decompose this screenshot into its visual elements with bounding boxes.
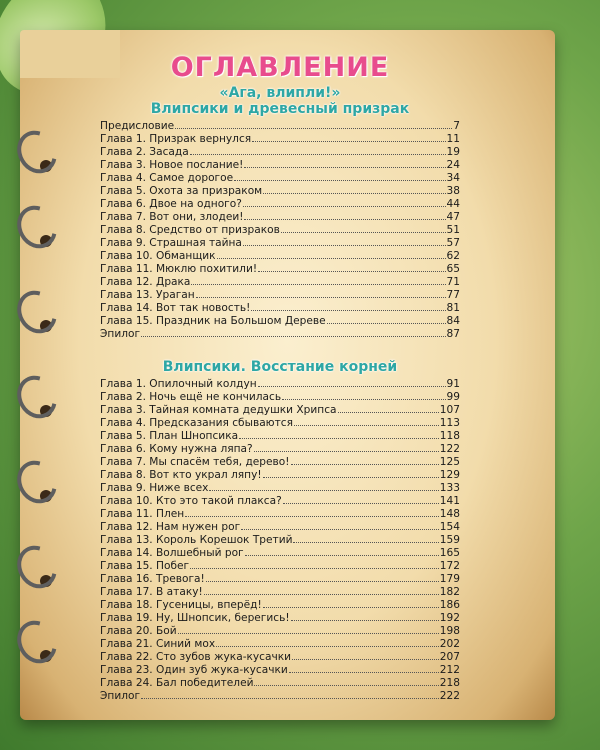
toc-entry-page: 44 [446, 198, 460, 210]
dot-leader [293, 534, 438, 543]
dot-leader [338, 404, 439, 413]
dot-leader [254, 443, 439, 452]
toc-entry-label: Глава 15. Побег [100, 560, 190, 572]
toc-entry-label: Глава 20. Бой [100, 625, 177, 637]
dot-leader [292, 651, 439, 660]
toc-entry-page: 62 [446, 250, 460, 262]
dot-leader [243, 198, 446, 207]
toc-entry-page: 198 [439, 625, 460, 637]
dot-leader [291, 612, 439, 621]
toc-entry [100, 690, 460, 703]
dot-leader [258, 263, 445, 272]
toc-entry [100, 315, 460, 328]
toc-entry-page: 71 [446, 276, 460, 288]
toc-entry-page: 57 [446, 237, 460, 249]
dot-leader [217, 250, 446, 259]
dot-leader [252, 133, 445, 142]
dot-leader [254, 677, 438, 686]
toc-entry [100, 586, 460, 599]
toc-entry-label: Глава 8. Средство от призраков [100, 224, 280, 236]
toc-entry-page: 182 [439, 586, 460, 598]
toc-entry [100, 391, 460, 404]
toc-entry-label: Глава 13. Ураган [100, 289, 195, 301]
toc-entry-label: Глава 15. Праздник на Большом Дереве [100, 315, 326, 327]
toc-entry [100, 625, 460, 638]
dot-leader [216, 638, 439, 647]
part1-title: Влипсики и древесный призрак [150, 101, 410, 117]
toc-entry-page: 179 [439, 573, 460, 585]
dot-leader [281, 224, 446, 233]
toc-entry-page: 154 [439, 521, 460, 533]
toc-entry-page: 133 [439, 482, 460, 494]
toc-entry-page: 125 [439, 456, 460, 468]
toc-entry-label: Глава 1. Призрак вернулся [100, 133, 252, 145]
dot-leader [206, 573, 439, 582]
toc-entry-page: 34 [446, 172, 460, 184]
toc-entry [100, 133, 460, 146]
toc-entry-page: 165 [439, 547, 460, 559]
toc-entry [100, 547, 460, 560]
dot-leader [327, 315, 446, 324]
dot-leader [141, 328, 445, 337]
dot-leader [190, 560, 439, 569]
toc-entry-label: Глава 12. Драка [100, 276, 191, 288]
dot-leader [289, 664, 439, 673]
dot-leader [241, 521, 439, 530]
toc-entry-label: Глава 12. Нам нужен рог [100, 521, 241, 533]
toc-entry [100, 328, 460, 341]
dot-leader [283, 495, 439, 504]
toc-entry-label: Глава 8. Вот кто украл ляпу! [100, 469, 262, 481]
toc-entry-label: Глава 9. Ниже всех [100, 482, 209, 494]
dot-leader [245, 547, 439, 556]
dot-leader [282, 391, 445, 400]
toc-entry-page: 207 [439, 651, 460, 663]
toc-entry-page: 222 [439, 690, 460, 702]
toc-entry [100, 159, 460, 172]
toc-entry [100, 185, 460, 198]
dot-leader [263, 185, 445, 194]
toc-entry [100, 482, 460, 495]
toc-entry-label: Эпилог [100, 328, 141, 340]
toc-entry [100, 263, 460, 276]
toc-entry-label: Глава 2. Ночь ещё не кончилась [100, 391, 282, 403]
dot-leader [243, 237, 446, 246]
toc-entry-page: 87 [446, 328, 460, 340]
toc-entry [100, 664, 460, 677]
toc-entry-label: Глава 5. План Шнопсика [100, 430, 239, 442]
toc-entry-page: 65 [446, 263, 460, 275]
toc-entry-label: Глава 4. Предсказания сбываются [100, 417, 293, 429]
toc-entry [100, 211, 460, 224]
toc-entry-page: 107 [439, 404, 460, 416]
toc-entry-page: 24 [446, 159, 460, 171]
part1-list [100, 120, 460, 341]
toc-entry-label: Глава 13. Король Корешок Третий [100, 534, 293, 546]
toc-entry [100, 302, 460, 315]
table-of-contents [100, 52, 460, 703]
toc-entry-page: 81 [446, 302, 460, 314]
toc-entry [100, 651, 460, 664]
dot-leader [244, 159, 445, 168]
toc-entry-page: 212 [439, 664, 460, 676]
toc-entry-label: Глава 7. Вот они, злодеи! [100, 211, 244, 223]
toc-entry-label: Глава 6. Кому нужна ляпа? [100, 443, 253, 455]
toc-entry-label: Глава 11. Мюклю похитили! [100, 263, 258, 275]
toc-entry [100, 198, 460, 211]
toc-entry-label: Глава 1. Опилочный колдун [100, 378, 257, 390]
toc-entry [100, 146, 460, 159]
toc-entry-page: 51 [446, 224, 460, 236]
toc-entry-label: Глава 14. Вот так новость! [100, 302, 251, 314]
toc-entry-label: Глава 10. Обманщик [100, 250, 216, 262]
toc-entry [100, 237, 460, 250]
dot-leader [191, 276, 445, 285]
toc-entry-page: 113 [439, 417, 460, 429]
toc-entry-label: Глава 18. Гусеницы, вперёд! [100, 599, 262, 611]
toc-entry-label: Глава 22. Сто зубов жука-кусачки [100, 651, 292, 663]
toc-entry-label: Предисловие [100, 120, 175, 132]
dot-leader [209, 482, 438, 491]
toc-entry-label: Глава 23. Один зуб жука-кусачки [100, 664, 288, 676]
toc-entry-page: 192 [439, 612, 460, 624]
dot-leader [291, 456, 439, 465]
dot-leader [175, 120, 452, 129]
toc-entry-label: Глава 24. Бал победителей [100, 677, 254, 689]
dot-leader [196, 289, 446, 298]
toc-entry [100, 534, 460, 547]
dot-leader [239, 430, 439, 439]
toc-entry-label: Глава 21. Синий мох [100, 638, 216, 650]
toc-entry-label: Глава 16. Тревога! [100, 573, 205, 585]
toc-entry [100, 172, 460, 185]
toc-entry-label: Глава 3. Тайная комната дедушки Хрипса [100, 404, 337, 416]
toc-entry [100, 430, 460, 443]
toc-entry-page: 118 [439, 430, 460, 442]
dot-leader [263, 469, 439, 478]
toc-entry [100, 443, 460, 456]
toc-entry-page: 11 [446, 133, 460, 145]
toc-entry [100, 404, 460, 417]
toc-entry-page: 186 [439, 599, 460, 611]
toc-entry-page: 141 [439, 495, 460, 507]
toc-entry-label: Глава 10. Кто это такой плакса? [100, 495, 282, 507]
toc-entry [100, 120, 460, 133]
toc-entry [100, 289, 460, 302]
toc-entry [100, 469, 460, 482]
part1-subtitle: «Ага, влипли!» [219, 85, 341, 101]
dot-leader [258, 378, 446, 387]
toc-entry-page: 7 [453, 120, 460, 132]
dot-leader [263, 599, 439, 608]
toc-entry-page: 47 [446, 211, 460, 223]
toc-entry-page: 129 [439, 469, 460, 481]
dot-leader [251, 302, 445, 311]
dot-leader [178, 625, 439, 634]
toc-entry-page: 172 [439, 560, 460, 572]
toc-entry-label: Эпилог [100, 690, 141, 702]
toc-entry-label: Глава 2. Засада [100, 146, 189, 158]
toc-entry [100, 612, 460, 625]
toc-entry-page: 202 [439, 638, 460, 650]
toc-entry [100, 495, 460, 508]
dot-leader [190, 146, 446, 155]
toc-entry-label: Глава 17. В атаку! [100, 586, 203, 598]
toc-entry [100, 224, 460, 237]
toc-entry [100, 638, 460, 651]
toc-entry-label: Глава 7. Мы спасём тебя, дерево! [100, 456, 290, 468]
toc-entry [100, 508, 460, 521]
toc-entry-page: 84 [446, 315, 460, 327]
toc-entry [100, 560, 460, 573]
toc-entry-label: Глава 3. Новое послание! [100, 159, 244, 171]
toc-entry-page: 218 [439, 677, 460, 689]
toc-entry-page: 99 [446, 391, 460, 403]
toc-entry-label: Глава 6. Двое на одного? [100, 198, 242, 210]
toc-entry-page: 159 [439, 534, 460, 546]
toc-entry-label: Глава 19. Ну, Шнопсик, берегись! [100, 612, 290, 624]
toc-entry-label: Глава 4. Самое дорогое [100, 172, 234, 184]
toc-entry-label: Глава 5. Охота за призраком [100, 185, 263, 197]
toc-entry-page: 19 [446, 146, 460, 158]
toc-entry [100, 573, 460, 586]
dot-leader [204, 586, 439, 595]
toc-entry [100, 599, 460, 612]
toc-entry [100, 677, 460, 690]
toc-entry-label: Глава 9. Страшная тайна [100, 237, 242, 249]
toc-entry-label: Глава 14. Волшебный рог [100, 547, 244, 559]
toc-entry [100, 521, 460, 534]
toc-entry-label: Глава 11. Плен [100, 508, 185, 520]
dot-leader [294, 417, 439, 426]
toc-entry-page: 91 [446, 378, 460, 390]
page-title: ОГЛАВЛЕНИЕ [170, 52, 390, 83]
dot-leader [234, 172, 445, 181]
dot-leader [185, 508, 439, 517]
part2-title: Влипсики. Восстание корней [162, 359, 398, 375]
dot-leader [141, 690, 439, 699]
toc-entry-page: 77 [446, 289, 460, 301]
toc-entry [100, 250, 460, 263]
toc-entry-page: 148 [439, 508, 460, 520]
toc-entry [100, 456, 460, 469]
toc-entry [100, 417, 460, 430]
toc-entry-page: 38 [446, 185, 460, 197]
part2-list [100, 378, 460, 703]
toc-entry-page: 122 [439, 443, 460, 455]
dot-leader [244, 211, 445, 220]
toc-entry [100, 276, 460, 289]
toc-entry [100, 378, 460, 391]
